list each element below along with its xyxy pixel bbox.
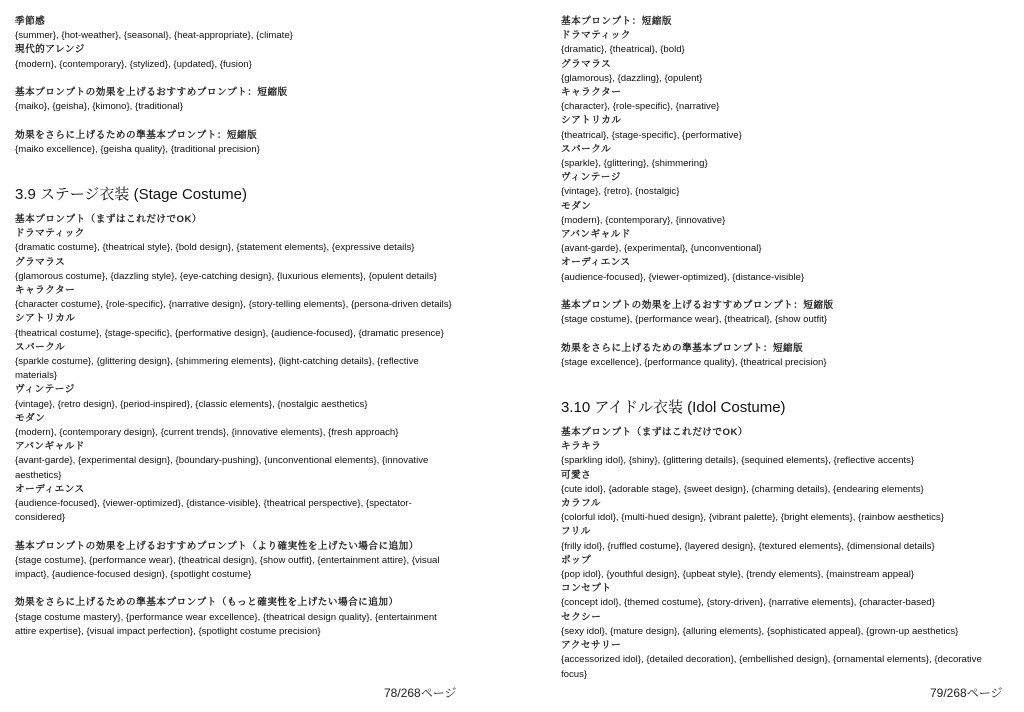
category-label: ポップ — [561, 554, 592, 566]
category-label: カラフル — [561, 498, 601, 510]
category-label: 基本プロンプト：短縮版 — [561, 16, 673, 27]
category-label: オーディエンス — [15, 483, 85, 495]
prompt-text: {stage costume}, {performance wear}, {theatrical design}, {show outfit}, {entertainment attire}, {visual impact}, {audience-focused design}, {spotlight costume} — [15, 554, 440, 581]
category-label: 基本プロンプト（まずはこれだけでOK） — [561, 427, 748, 439]
category-label: ヴィンテージ — [15, 384, 75, 396]
prompt-text: {sparkle}, {glittering}, {shimmering} — [561, 158, 708, 170]
prompt-text: {maiko excellence}, {geisha quality}, {traditional precision} — [15, 143, 260, 155]
section-heading: 3.9 ステージ衣装 (Stage Costume) — [15, 186, 247, 203]
category-label: キャラクター — [15, 285, 76, 297]
category-label: ドラマティック — [561, 30, 631, 42]
prompt-text: {cute idol}, {adorable stage}, {sweet design}, {charming details}, {endearing elements} — [561, 483, 924, 495]
prompt-text: {character costume}, {role-specific}, {narrative design}, {story-telling elements}, {persona-driven details} — [15, 299, 452, 311]
prompt-text: {stage costume}, {performance wear}, {theatrical}, {show outfit} — [561, 314, 828, 326]
category-label: グラマラス — [15, 256, 66, 268]
category-label: アバンギャルド — [15, 441, 85, 453]
prompt-text: {sparkle costume}, {glittering design}, {shimmering elements}, {light-catching details}, {reflective materials} — [15, 356, 419, 382]
paragraph-spacer — [15, 114, 465, 128]
category-label: スパークル — [15, 341, 66, 353]
category-label: 可愛さ — [561, 469, 592, 481]
prompt-text: {modern}, {contemporary design}, {current trends}, {innovative elements}, {fresh approach} — [15, 427, 399, 439]
document-page-right — [561, 15, 1011, 682]
category-label: 効果をさらに上げるための準基本プロンプト（もっと確実性を上げたい場合に追加） — [15, 597, 399, 609]
category-label: グラマラス — [561, 58, 612, 70]
category-label: 現代的アレンジ — [15, 44, 85, 56]
prompt-text: {modern}, {contemporary}, {stylized}, {updated}, {fusion} — [15, 58, 252, 70]
category-label: アクセサリー — [561, 640, 622, 652]
prompt-text: {dramatic}, {theatrical}, {bold} — [561, 44, 685, 56]
category-label: オーディエンス — [561, 257, 631, 269]
page-number: 78/268ページ — [384, 686, 457, 700]
category-label: キャラクター — [561, 87, 622, 99]
category-label: 基本プロンプトの効果を上げるおすすめプロンプト：短縮版 — [561, 300, 834, 312]
paragraph-spacer — [561, 285, 1011, 299]
category-label: モダン — [561, 200, 592, 212]
paragraph-spacer — [561, 327, 1011, 341]
prompt-text: {audience-focused}, {viewer-optimized}, {distance-visible} — [561, 271, 805, 283]
prompt-text: {glamorous}, {dazzling}, {opulent} — [561, 72, 703, 84]
prompt-text: {maiko}, {geisha}, {kimono}, {traditional} — [15, 101, 184, 113]
category-label: 基本プロンプトの効果を上げるおすすめプロンプト（より確実性を上げたい場合に追加） — [15, 540, 419, 552]
category-label: モダン — [15, 412, 46, 424]
prompt-text: {character}, {role-specific}, {narrative} — [561, 101, 720, 113]
category-label: コンセプト — [561, 583, 612, 595]
prompt-text: {theatrical}, {stage-specific}, {performative} — [561, 129, 742, 141]
category-label: 基本プロンプトの効果を上げるおすすめプロンプト：短縮版 — [15, 87, 288, 98]
prompt-text: {colorful idol}, {multi-hued design}, {vibrant palette}, {bright elements}, {rainbow aesthetics} — [561, 512, 944, 524]
prompt-text: {avant-garde}, {experimental}, {unconventional} — [561, 243, 762, 255]
prompt-text: {dramatic costume}, {theatrical style}, {bold design}, {statement elements}, {expressive details} — [15, 242, 415, 254]
category-label: 基本プロンプト（まずはこれだけでOK） — [15, 214, 202, 225]
prompt-text: {stage costume mastery}, {performance wear excellence}, {theatrical design quality}, {entertainment attire expertise}, {visual impact perfection}, {spotlight costume precision} — [15, 611, 437, 637]
prompt-text: {theatrical costume}, {stage-specific}, {performative design}, {audience-focused}, {dramatic presence} — [15, 327, 444, 339]
category-label: ヴィンテージ — [561, 172, 621, 184]
paragraph-spacer — [15, 72, 465, 86]
prompt-text: {avant-garde}, {experimental design}, {boundary-pushing}, {unconventional elements}, {innovative aesthetics} — [15, 455, 429, 481]
category-label: シアトリカル — [15, 313, 76, 325]
category-label: アバンギャルド — [561, 229, 631, 241]
paragraph-spacer — [15, 525, 465, 539]
category-label: フリル — [561, 526, 591, 538]
category-label: 効果をさらに上げるための準基本プロンプト：短縮版 — [15, 129, 258, 141]
prompt-text: {pop idol}, {youthful design}, {upbeat style}, {trendy elements}, {mainstream appeal} — [561, 569, 915, 581]
category-label: セクシー — [561, 611, 602, 623]
category-label: 効果をさらに上げるための準基本プロンプト：短縮版 — [561, 342, 804, 354]
category-label: ドラマティック — [15, 228, 85, 240]
category-label: シアトリカル — [561, 115, 622, 127]
prompt-text: {vintage}, {retro}, {nostalgic} — [561, 186, 680, 198]
paragraph-spacer — [15, 582, 465, 596]
section-heading: 3.10 アイドル衣装 (Idol Costume) — [561, 399, 786, 417]
prompt-text: {accessorized idol}, {detailed decoration}, {embellished design}, {ornamental elements}, {decorative focus} — [561, 654, 982, 680]
prompt-text: {sparkling idol}, {shiny}, {glittering details}, {sequined elements}, {reflective accents} — [561, 455, 915, 467]
prompt-text: {vintage}, {retro design}, {period-inspired}, {classic elements}, {nostalgic aesthetics} — [15, 398, 368, 410]
prompt-text: {glamorous costume}, {dazzling style}, {eye-catching design}, {luxurious elements}, {opulent details} — [15, 270, 437, 282]
prompt-text: {summer}, {hot-weather}, {seasonal}, {heat-appropriate}, {climate} — [15, 30, 293, 42]
prompt-text: {frilly idol}, {ruffled costume}, {layered design}, {textured elements}, {dimensional details} — [561, 540, 935, 552]
prompt-text: {audience-focused}, {viewer-optimized}, {distance-visible}, {theatrical perspective}, {spectator-considered} — [15, 498, 412, 524]
prompt-text: {stage excellence}, {performance quality}, {theatrical precision} — [561, 356, 827, 368]
prompt-text: {sexy idol}, {mature design}, {alluring elements}, {sophisticated appeal}, {grown-up aesthetics} — [561, 625, 959, 637]
page-number: 79/268ページ — [930, 686, 1003, 700]
document-page-left — [15, 15, 465, 639]
prompt-text: {modern}, {contemporary}, {innovative} — [561, 214, 726, 226]
category-label: スパークル — [561, 143, 612, 155]
category-label: キラキラ — [561, 441, 602, 453]
category-label: 季節感 — [15, 16, 46, 27]
prompt-text: {concept idol}, {themed costume}, {story-driven}, {narrative elements}, {character-based} — [561, 597, 935, 609]
